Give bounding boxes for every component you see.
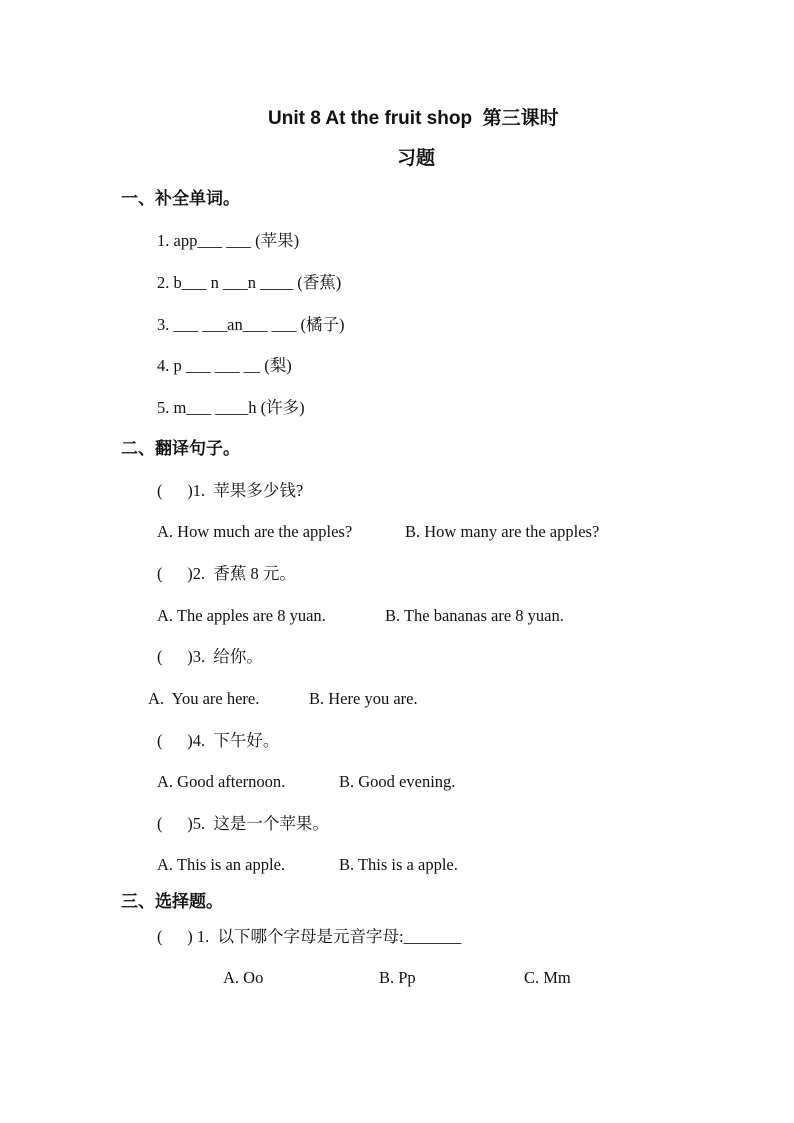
section-1-heading: 一、补全单词。 [121,189,240,209]
choice-question-1: ( ) 1. 以下哪个字母是元音字母:_______ [157,927,462,946]
translate-q3-option-b: B. Here you are. [309,689,418,708]
translate-question-4: ( )4. 下午好。 [157,731,280,750]
page-title: Unit 8 At the fruit shop 第三课时 [268,108,559,129]
translate-q5-option-a: A. This is an apple. [157,855,286,874]
section-2-heading: 二、翻译句子。 [121,439,240,459]
translate-question-2: ( )2. 香蕉 8 元。 [157,564,296,583]
page-subtitle: 习题 [397,148,436,169]
translate-question-5: ( )5. 这是一个苹果。 [157,814,329,833]
fill-word-item-4: 4. p ___ ___ __ (梨) [157,356,292,375]
choice-q1-option-b: B. Pp [379,968,416,987]
section-3-heading: 三、选择题。 [121,892,223,912]
choice-q1-option-c: C. Mm [524,968,571,987]
fill-word-item-5: 5. m___ ____h (许多) [157,398,305,417]
translate-q3-option-a: A. You are here. [148,689,260,708]
translate-q2-option-a: A. The apples are 8 yuan. [157,606,326,625]
translate-q2-option-b: B. The bananas are 8 yuan. [385,606,564,625]
translate-question-1: ( )1. 苹果多少钱? [157,481,304,500]
fill-word-item-3: 3. ___ ___an___ ___ (橘子) [157,315,345,334]
fill-word-item-1: 1. app___ ___ (苹果) [157,231,300,250]
translate-q4-option-b: B. Good evening. [339,772,456,791]
translate-q4-option-a: A. Good afternoon. [157,772,286,791]
fill-word-item-2: 2. b___ n ___n ____ (香蕉) [157,273,342,292]
translate-q5-option-b: B. This is a apple. [339,855,458,874]
translate-q1-option-a: A. How much are the apples? [157,522,353,541]
translate-q1-option-b: B. How many are the apples? [405,522,600,541]
translate-question-3: ( )3. 给你。 [157,647,263,666]
choice-q1-option-a: A. Oo [223,968,264,987]
